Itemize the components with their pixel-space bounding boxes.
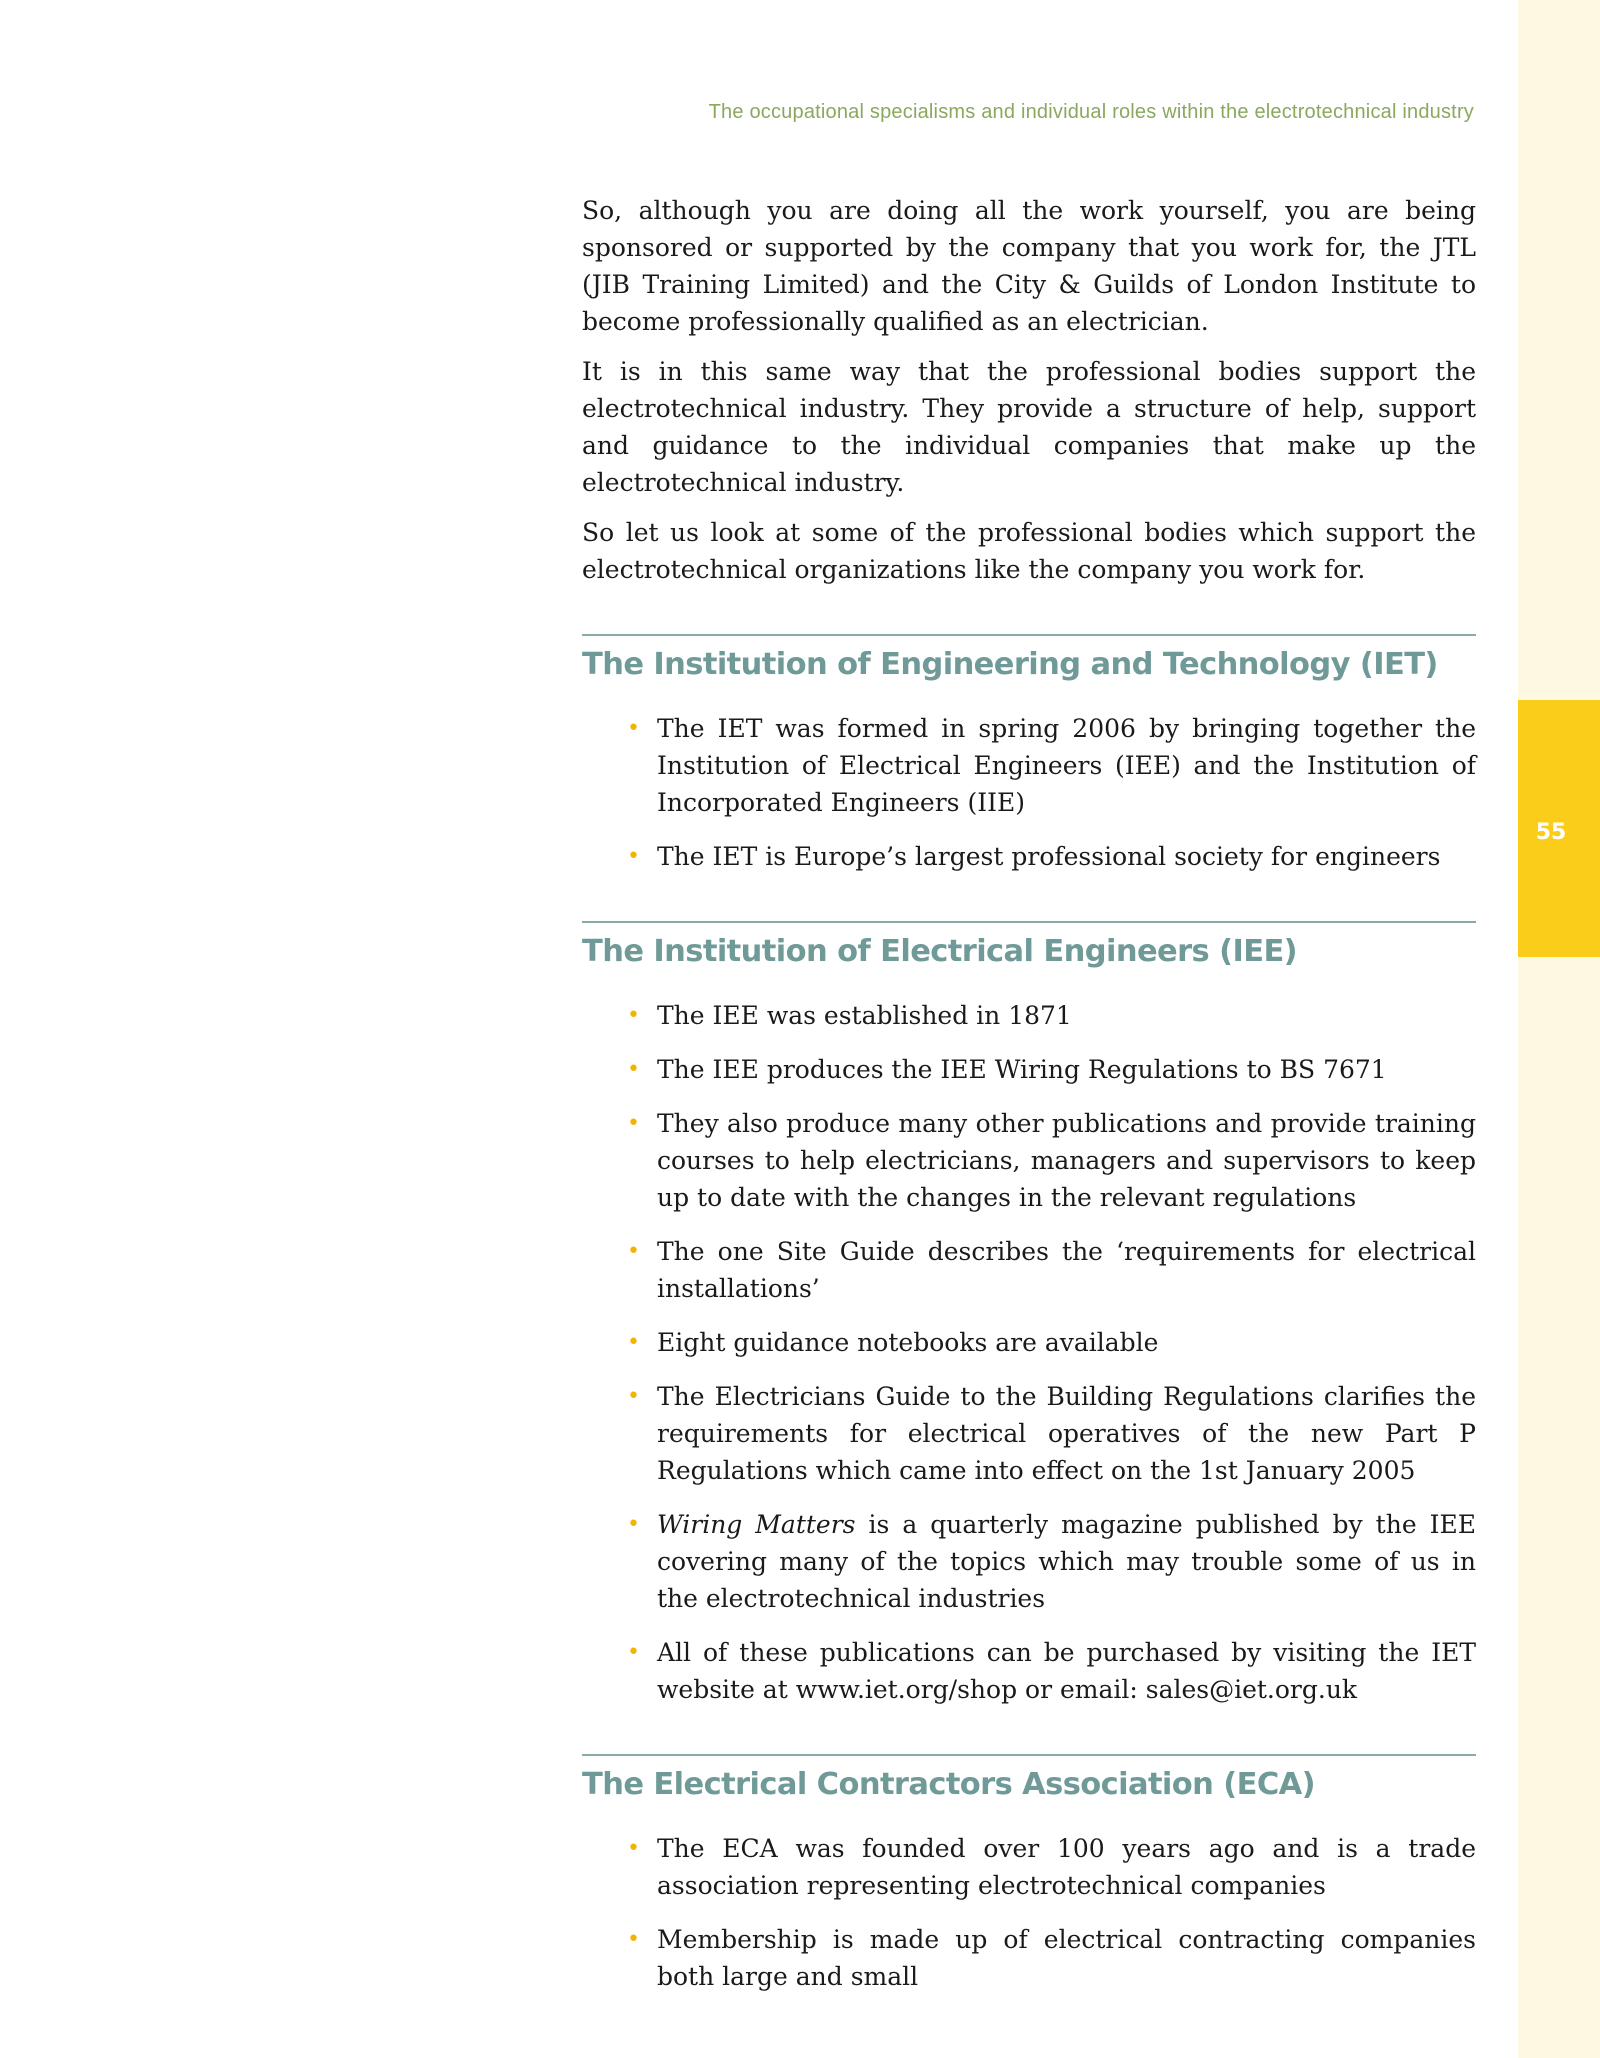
bullet-list [582, 1830, 1476, 1995]
section-eca [582, 1754, 1476, 1995]
bullet-icon: • [627, 1057, 640, 1082]
bullet-list [582, 997, 1476, 1708]
bullet-icon: • [627, 1384, 640, 1409]
intro-paragraph: So let us look at some of the professional bodies which support the electrotechnical organizations like the company you work for. [582, 518, 1476, 584]
section-divider [582, 1754, 1476, 1756]
bullet-list [582, 710, 1476, 875]
list-item-text: All of these publications can be purchased by visiting the IET website at www.iet.org/shop or email: sales@iet.org.uk [657, 1638, 1476, 1704]
bullet-icon: • [627, 1239, 640, 1264]
list-item-text: The IET was formed in spring 2006 by bringing together the Institution of Electrical Engineers (IEE) and the Institution of Incorporated Engineers (IIE) [657, 714, 1476, 817]
intro-paragraph: So, although you are doing all the work yourself, you are being sponsored or supported by the company that you work for, the JTL (JIB Training Limited) and the City & Guilds of London Institute to become professionally qualified as an electrician. [582, 196, 1476, 336]
bullet-icon: • [627, 1111, 640, 1136]
list-item-text: The Electricians Guide to the Building Regulations clarifies the requirements for electrical operatives of the new Part P Regulations which came into effect on the 1st January 2005 [657, 1382, 1476, 1485]
main-content [582, 192, 1476, 2012]
list-item [627, 1233, 1476, 1307]
running-head: The occupational specialisms and individual roles within the electrotechnical industry [708, 101, 1474, 123]
section-divider [582, 921, 1476, 923]
list-item-text: They also produce many other publications and provide training courses to help electricians, managers and supervisors to keep up to date with the changes in the relevant regulations [657, 1109, 1476, 1212]
section-title: The Institution of Electrical Engineers (IEE) [582, 934, 1298, 969]
section-iet [582, 634, 1476, 875]
list-item-text: The ECA was founded over 100 years ago and is a trade association representing electrotechnical companies [657, 1834, 1476, 1900]
publication-title: Wiring Matters [657, 1510, 856, 1539]
list-item [627, 710, 1476, 821]
list-item [627, 1921, 1476, 1995]
page-number: 55 [1535, 820, 1567, 845]
bullet-icon: • [627, 844, 640, 869]
page-margin-strip [1518, 0, 1600, 2058]
list-item-text: The IEE was established in 1871 [657, 1001, 1072, 1030]
list-item-text: Eight guidance notebooks are available [657, 1328, 1159, 1357]
list-item [627, 1105, 1476, 1216]
bullet-icon: • [627, 1640, 640, 1665]
bullet-icon: • [627, 1512, 640, 1537]
intro-paragraph: It is in this same way that the professional bodies support the electrotechnical industry. They provide a structure of help, support and guidance to the individual companies that make up the electrotechnical industry. [582, 357, 1476, 497]
bullet-icon: • [627, 1330, 640, 1355]
list-item [627, 1378, 1476, 1489]
section-title: The Electrical Contractors Association (ECA) [582, 1767, 1315, 1802]
list-item [627, 1506, 1476, 1617]
list-item [627, 1830, 1476, 1904]
list-item-text: The one Site Guide describes the ‘requirements for electrical installations’ [657, 1237, 1476, 1303]
list-item [627, 1324, 1476, 1361]
bullet-icon: • [627, 716, 640, 741]
section-iee [582, 921, 1476, 1708]
list-item [627, 1051, 1476, 1088]
list-item-text: Membership is made up of electrical contracting companies both large and small [657, 1925, 1476, 1991]
list-item-text: is a quarterly magazine published by the IEE covering many of the topics which may trouble some of us in the electrotechnical industries [657, 1510, 1476, 1613]
list-item [627, 838, 1476, 875]
list-item [627, 997, 1476, 1034]
list-item-text: The IEE produces the IEE Wiring Regulations to BS 7671 [657, 1055, 1387, 1084]
section-title: The Institution of Engineering and Technology (IET) [582, 647, 1438, 682]
bullet-icon: • [627, 1836, 640, 1861]
bullet-icon: • [627, 1927, 640, 1952]
list-item-text: The IET is Europe’s largest professional society for engineers [657, 842, 1441, 871]
list-item [627, 1634, 1476, 1708]
section-divider [582, 634, 1476, 636]
bullet-icon: • [627, 1003, 640, 1028]
